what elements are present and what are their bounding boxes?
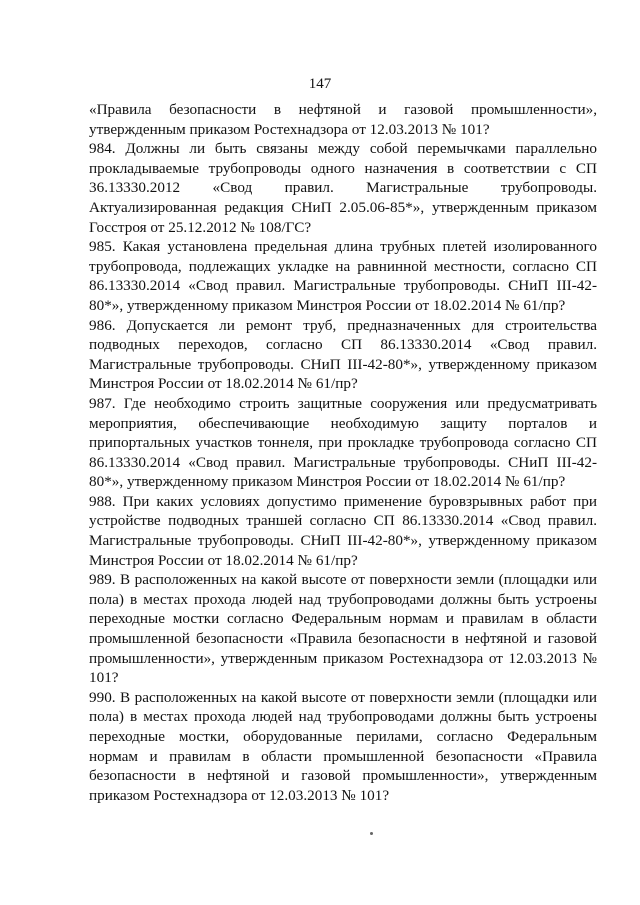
question-988: 988. При каких условиях допустимо применение буровзрывных работ при устройстве подводных траншей согласно СП 86.13330.2014 «Свод правил. Магистральные трубопроводы. СНиП III-42-80*», утвержденному приказом Минстроя России от 18.02.2014 № 61/пр?	[89, 492, 597, 569]
question-990: 990. В расположенных на какой высоте от поверхности земли (площадки или пола) в местах прохода людей над трубопроводами должны быть устроены переходные мостки, оборудованные перилами, согласно Федеральным нормам и правилам в области промышленной безопасности «Правила безопасности в нефтяной и газовой промышленности», утвержденным приказом Ростехнадзора от 12.03.2013 № 101?	[89, 688, 597, 804]
question-986: 986. Допускается ли ремонт труб, предназначенных для строительства подводных переходов, согласно СП 86.13330.2014 «Свод правил. Магистральные трубопроводы. СНиП III-42-80*», утвержденному приказом Минстроя России от 18.02.2014 № 61/пр?	[89, 316, 597, 393]
scan-speck	[370, 832, 373, 835]
question-984: 984. Должны ли быть связаны между собой перемычками параллельно прокладываемые трубопроводы одного назначения в соответствии с СП 36.13330.2012 «Свод правил. Магистральные трубопроводы. Актуализированная редакция СНиП 2.05.06-85*», утвержденным приказом Госстроя от 25.12.2012 № 108/ГС?	[89, 140, 597, 236]
question-989: 989. В расположенных на какой высоте от поверхности земли (площадки или пола) в местах прохода людей над трубопроводами должны быть устроены переходные мостки согласно Федеральным нормам и правилам в области промышленной безопасности «Правила безопасности в нефтяной и газовой промышленности», утвержденным приказом Ростехнадзора от 12.03.2013 № 101?	[89, 571, 597, 687]
page-number: 147	[308, 76, 332, 92]
question-985: 985. Какая установлена предельная длина трубных плетей изолированного трубопровода, подлежащих укладке на равнинной местности, согласно СП 86.13330.2014 «Свод правил. Магистральные трубопроводы. СНиП III-42-80*», утвержденному приказом Минстроя России от 18.02.2014 № 61/пр?	[89, 238, 597, 314]
question-987: 987. Где необходимо строить защитные сооружения или предусматривать мероприятия, обеспечивающие необходимую защиту порталов и припортальных участков тоннеля, при прокладке трубопровода согласно СП 86.13330.2014 «Свод правил. Магистральные трубопроводы. СНиП III-42-80*», утвержденному приказом Минстроя России от 18.02.2014 № 61/пр?	[89, 394, 597, 491]
page-content	[89, 100, 597, 805]
paragraph-continuation: «Правила безопасности в нефтяной и газовой промышленности», утвержденным приказом Ростехнадзора от 12.03.2013 № 101?	[89, 101, 597, 138]
